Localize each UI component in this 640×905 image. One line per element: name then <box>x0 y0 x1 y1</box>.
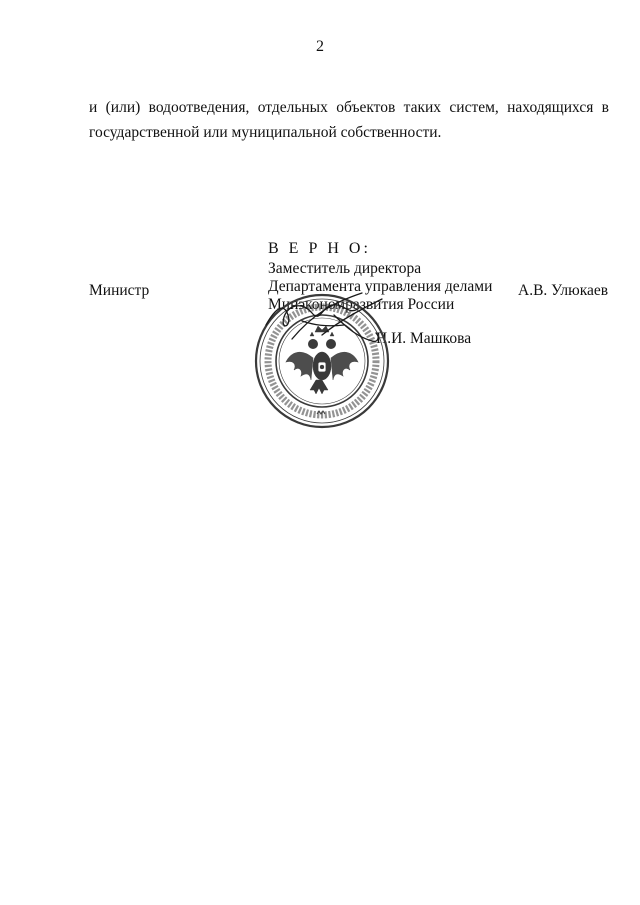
body-line-1: и (или) водоотведения, отдельных объектов таких систем, находящихся в <box>89 99 609 116</box>
certification-position: Заместитель директора <box>268 260 422 277</box>
certification-signer-name: Н.И. Машкова <box>376 330 472 347</box>
certification-ministry: Минэкономразвития России <box>268 296 455 313</box>
signatory-name: А.В. Улюкаев <box>518 282 609 299</box>
certification-title: В Е Р Н О: <box>268 240 371 257</box>
signatory-role: Министр <box>89 282 150 299</box>
page-number: 2 <box>316 38 324 55</box>
body-paragraph <box>89 95 609 145</box>
body-line-2: государственной или муниципальной собственности. <box>89 124 442 141</box>
handwritten-signature-icon <box>262 285 392 355</box>
certification-department: Департамента управления делами <box>268 278 493 295</box>
